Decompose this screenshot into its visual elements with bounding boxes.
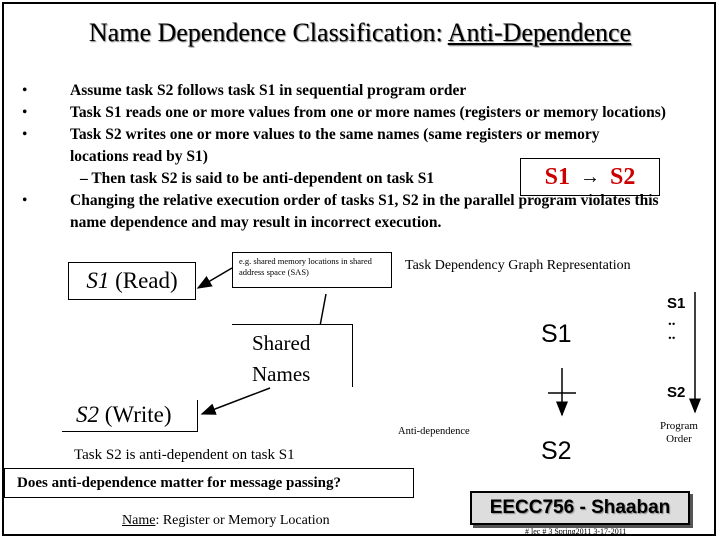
shared-names-label: Shared Names: [252, 331, 311, 386]
name-label: Name: [122, 513, 156, 528]
message-passing-question: Does anti-dependence matter for message passing?: [4, 468, 414, 498]
anti-dependence-statement: Task S2 is anti-dependent on task S1: [74, 447, 295, 463]
shared-to-s2-arrow: [202, 388, 270, 414]
relation-arrow-icon: →: [580, 165, 600, 188]
name-definition-text: : Register or Memory Location: [155, 513, 330, 528]
bullet-dot: •: [22, 126, 28, 143]
s1-read-name: S1: [86, 268, 110, 293]
order-dots: .. ..: [668, 313, 676, 343]
shared-to-s1-line: [320, 294, 326, 326]
bullet-1-text: Assume task S2 follows task S1 in sequential program order: [70, 82, 467, 99]
graph-node-s2: S2: [541, 437, 572, 465]
name-definition: [122, 513, 330, 529]
graph-title: Task Dependency Graph Representation: [405, 258, 631, 273]
bullet-dot: •: [22, 82, 28, 99]
s1-read-suffix: (Read): [109, 268, 178, 293]
s2-write-suffix: (Write): [99, 402, 172, 427]
lecture-footer: # lec # 3 Spring2011 3-17-2011: [525, 527, 627, 536]
anti-edge-label: Anti-dependence: [398, 426, 470, 437]
title-text: Name Dependence Classification:: [88, 18, 448, 47]
order-top-label: S1: [667, 295, 686, 312]
sub-bullet: – Then task S2 is said to be anti-dependent on task S1: [80, 170, 435, 187]
program-order-label: Program Order: [660, 420, 698, 445]
bullet-3-text: Task S2 writes one or more values to the same names (same registers or memory locations read by S1): [70, 126, 600, 165]
relation-s2: S2: [610, 163, 636, 190]
title-underlined: Anti-Dependence: [447, 18, 632, 47]
s2-write-name: S2: [76, 402, 99, 427]
bullet-dot: •: [22, 192, 28, 209]
bullet-4-text: Changing the relative execution order of tasks S1, S2 in the parallel program violates this name dependence and may result in incorrect execution.: [70, 192, 659, 231]
course-label: EECC756 - Shaaban: [470, 491, 690, 525]
bullet-dot: •: [22, 104, 28, 121]
relation-s1: S1: [544, 163, 570, 190]
note-to-s1-arrow: [198, 268, 232, 288]
graph-node-s1: S1: [541, 320, 572, 348]
bullet-2-text: Task S1 reads one or more values from one or more names (registers or memory locations): [70, 104, 666, 121]
s1-read-box: [68, 262, 196, 300]
s2-write-box: [62, 400, 198, 432]
order-bottom-label: S2: [667, 384, 686, 401]
shared-memory-note: e.g. shared memory locations in shared address space (SAS): [232, 252, 392, 288]
